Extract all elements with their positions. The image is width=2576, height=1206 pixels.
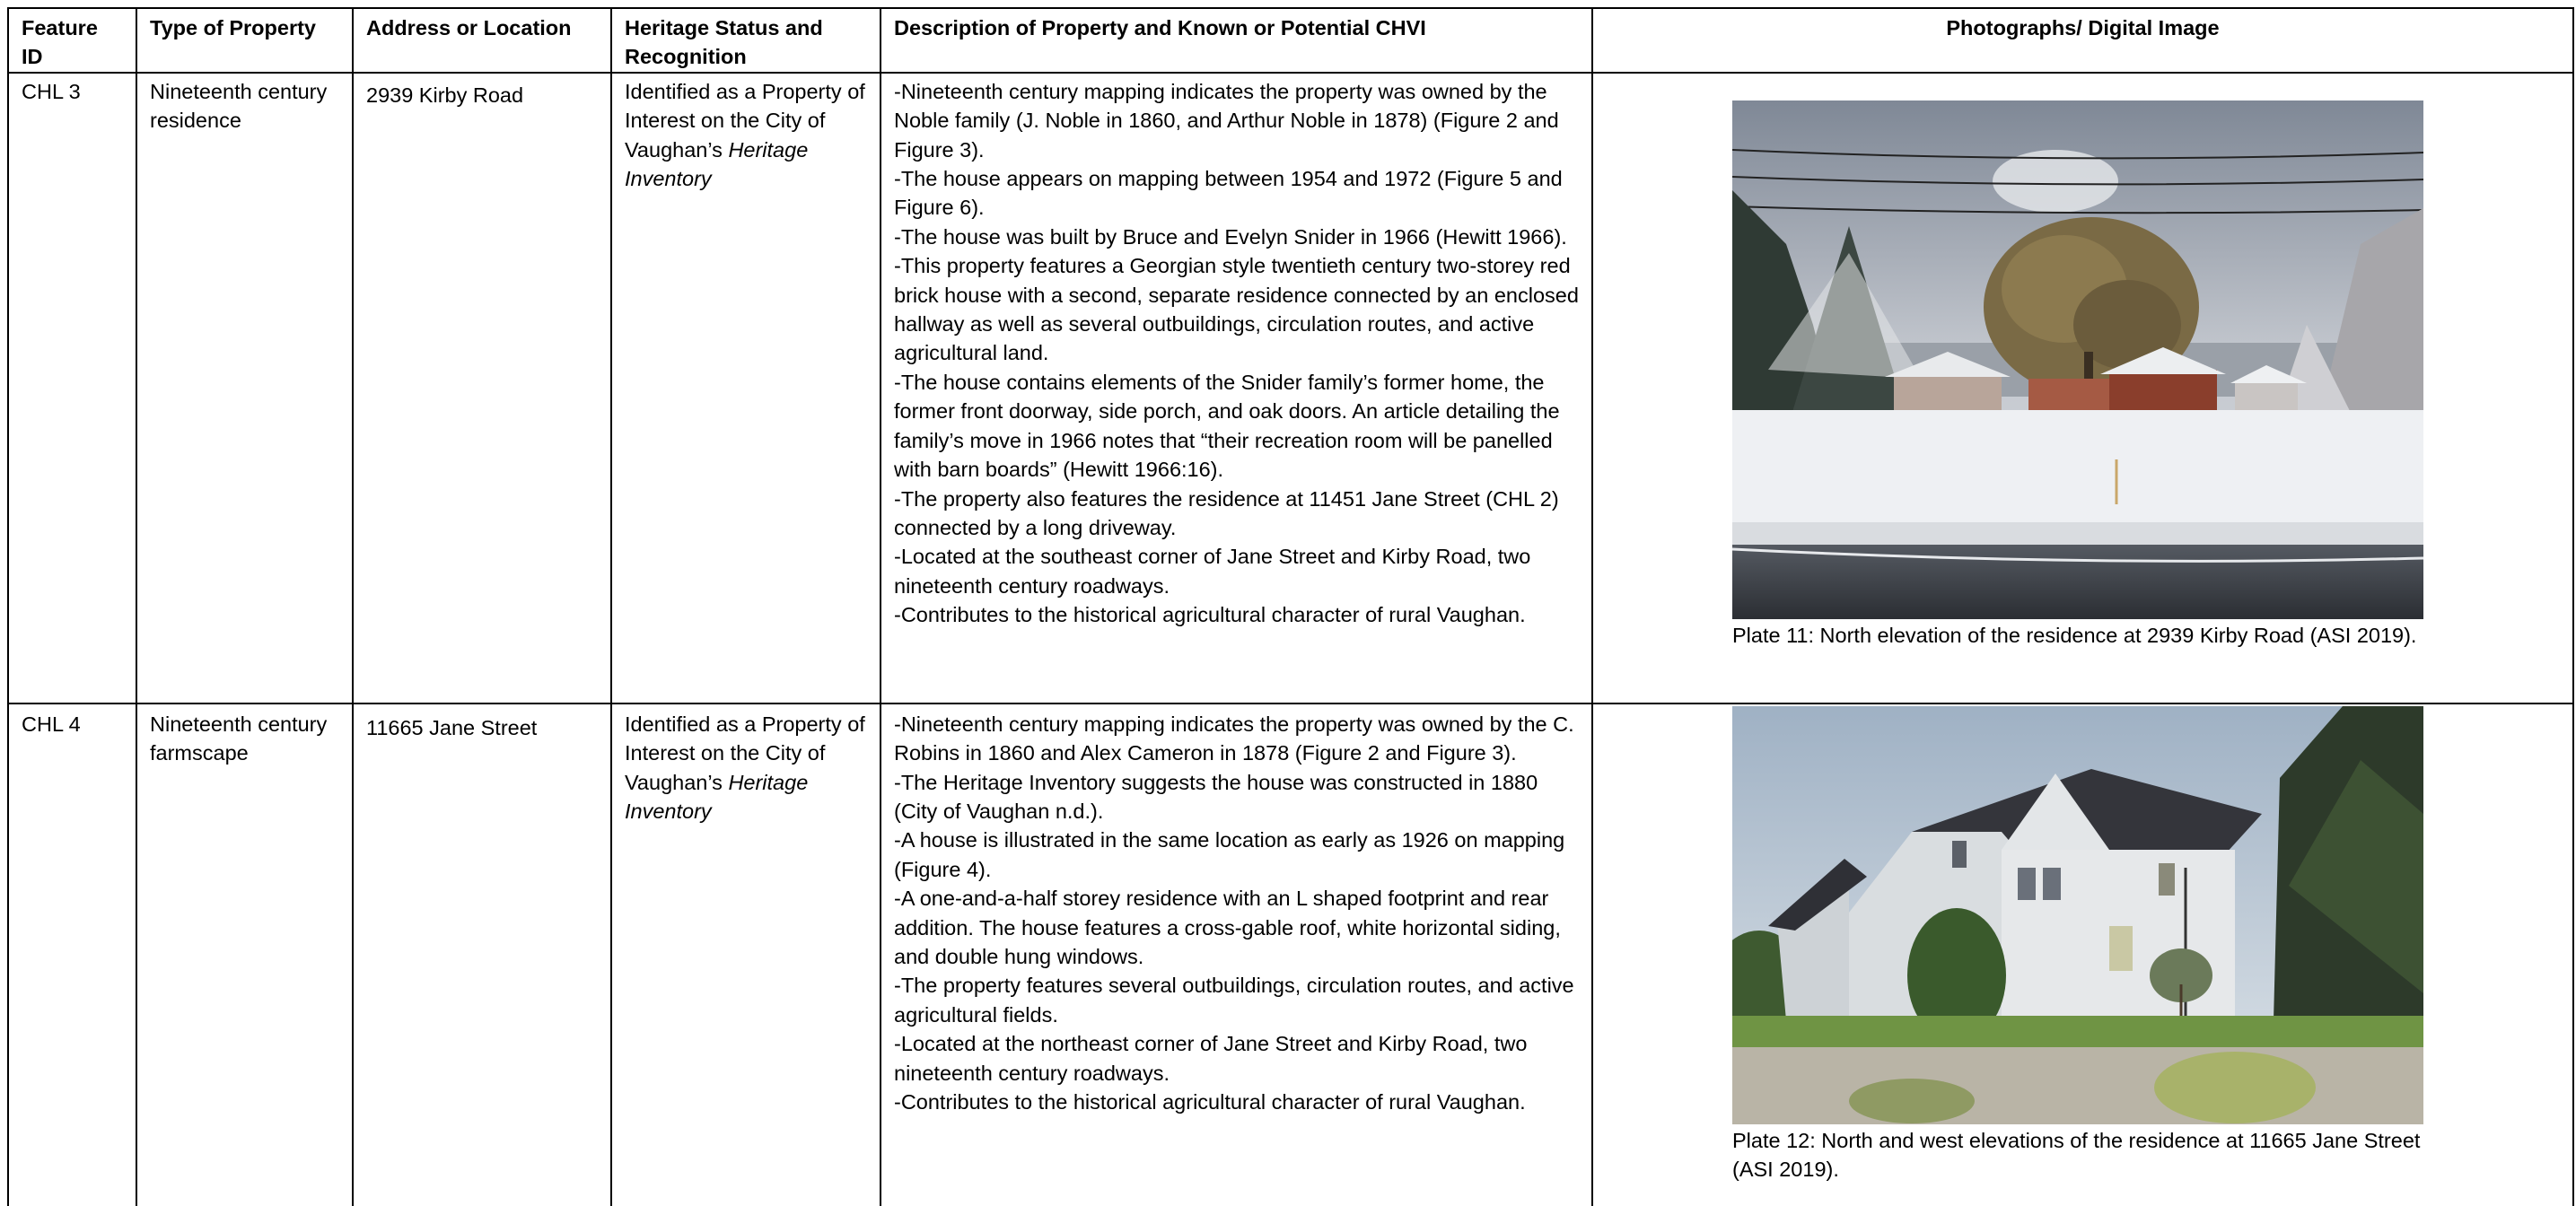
feature-id-cell: CHL 4 xyxy=(8,704,136,1206)
heritage-cell xyxy=(611,704,881,1206)
header-address: Address or Location xyxy=(353,8,611,73)
description-line: -The property also features the residence at 11451 Jane Street (CHL 2) connected by a long driveway. xyxy=(894,486,1559,539)
photo-cell xyxy=(1592,704,2573,1206)
table-row xyxy=(8,704,2573,1206)
plate-12 xyxy=(1732,706,2423,1184)
description-line: -The Heritage Inventory suggests the house was constructed in 1880 (City of Vaughan n.d.). xyxy=(894,770,1538,824)
plate-11-caption: Plate 11: North elevation of the residence at 2939 Kirby Road (ASI 2019). xyxy=(1732,623,2417,647)
description-line: -Contributes to the historical agricultural character of rural Vaughan. xyxy=(894,1090,1526,1114)
description-line: -A house is illustrated in the same location as early as 1926 on mapping (Figure 4). xyxy=(894,828,1565,881)
description-line: -Located at the northeast corner of Jane Street and Kirby Road, two nineteenth century roadways. xyxy=(894,1032,1528,1085)
plate-11-photo xyxy=(1732,100,2423,619)
description-cell xyxy=(881,73,1592,704)
description-line: -Located at the southeast corner of Jane Street and Kirby Road, two nineteenth century roadways. xyxy=(894,545,1531,598)
address-cell: 11665 Jane Street xyxy=(353,704,611,1206)
description-line: -A one-and-a-half storey residence with an L shaped footprint and rear addition. The house features a cross-gable roof, white horizontal siding, and double hung windows. xyxy=(894,887,1561,969)
description-cell xyxy=(881,704,1592,1206)
heritage-inventory-link-text: Heritage Inventory xyxy=(625,137,809,191)
description-line: -Contributes to the historical agricultural character of rural Vaughan. xyxy=(894,603,1526,627)
description-line: -The house contains elements of the Snider family’s former home, the former front doorway, side porch, and oak doors. An article detailing the family’s move in 1966 notes that “their recreation room will be panelled with barn boards” (Hewitt 1966:16). xyxy=(894,370,1560,482)
description-line: -The house was built by Bruce and Evelyn Snider in 1966 (Hewitt 1966). xyxy=(894,224,1567,249)
description-line: -The house appears on mapping between 1954 and 1972 (Figure 5 and Figure 6). xyxy=(894,167,1563,220)
feature-id-cell: CHL 3 xyxy=(8,73,136,704)
heritage-table xyxy=(7,7,2574,1206)
address-cell: 2939 Kirby Road xyxy=(353,73,611,704)
header-description: Description of Property and Known or Potential CHVI xyxy=(881,8,1592,73)
header-row xyxy=(8,8,2573,73)
heritage-inventory-link-text: Heritage Inventory xyxy=(625,770,809,824)
plate-12-photo xyxy=(1732,706,2423,1124)
heritage-text: Identified as a Property of Interest on the City of Vaughan’s xyxy=(625,712,865,794)
photo-cell xyxy=(1592,73,2573,704)
header-type: Type of Property xyxy=(136,8,353,73)
table-row xyxy=(8,73,2573,704)
description-line: -This property features a Georgian style twentieth century two-storey red brick house with a second, separate residence connected by an enclosed hallway as well as several outbuildings, circulation routes, and active agricultural land. xyxy=(894,254,1579,365)
plate-12-caption: Plate 12: North and west elevations of the residence at 11665 Jane Street (ASI 2019). xyxy=(1732,1128,2421,1182)
type-cell: Nineteenth century farmscape xyxy=(136,704,353,1206)
header-feature-id: Feature ID xyxy=(8,8,136,73)
description-line: -Nineteenth century mapping indicates the property was owned by the Noble family (J. Noble in 1860, and Arthur Noble in 1878) (Figure 2 and Figure 3). xyxy=(894,79,1559,162)
header-heritage: Heritage Status and Recognition xyxy=(611,8,881,73)
description-line: -The property features several outbuildings, circulation routes, and active agricultural fields. xyxy=(894,974,1574,1027)
heritage-cell xyxy=(611,73,881,704)
heritage-text: Identified as a Property of Interest on the City of Vaughan’s xyxy=(625,79,865,162)
plate-11 xyxy=(1732,100,2423,650)
header-photos: Photographs/ Digital Image xyxy=(1592,8,2573,73)
type-cell: Nineteenth century residence xyxy=(136,73,353,704)
description-line: -Nineteenth century mapping indicates the property was owned by the C. Robins in 1860 and Alex Cameron in 1878 (Figure 2 and Figure 3). xyxy=(894,712,1574,765)
